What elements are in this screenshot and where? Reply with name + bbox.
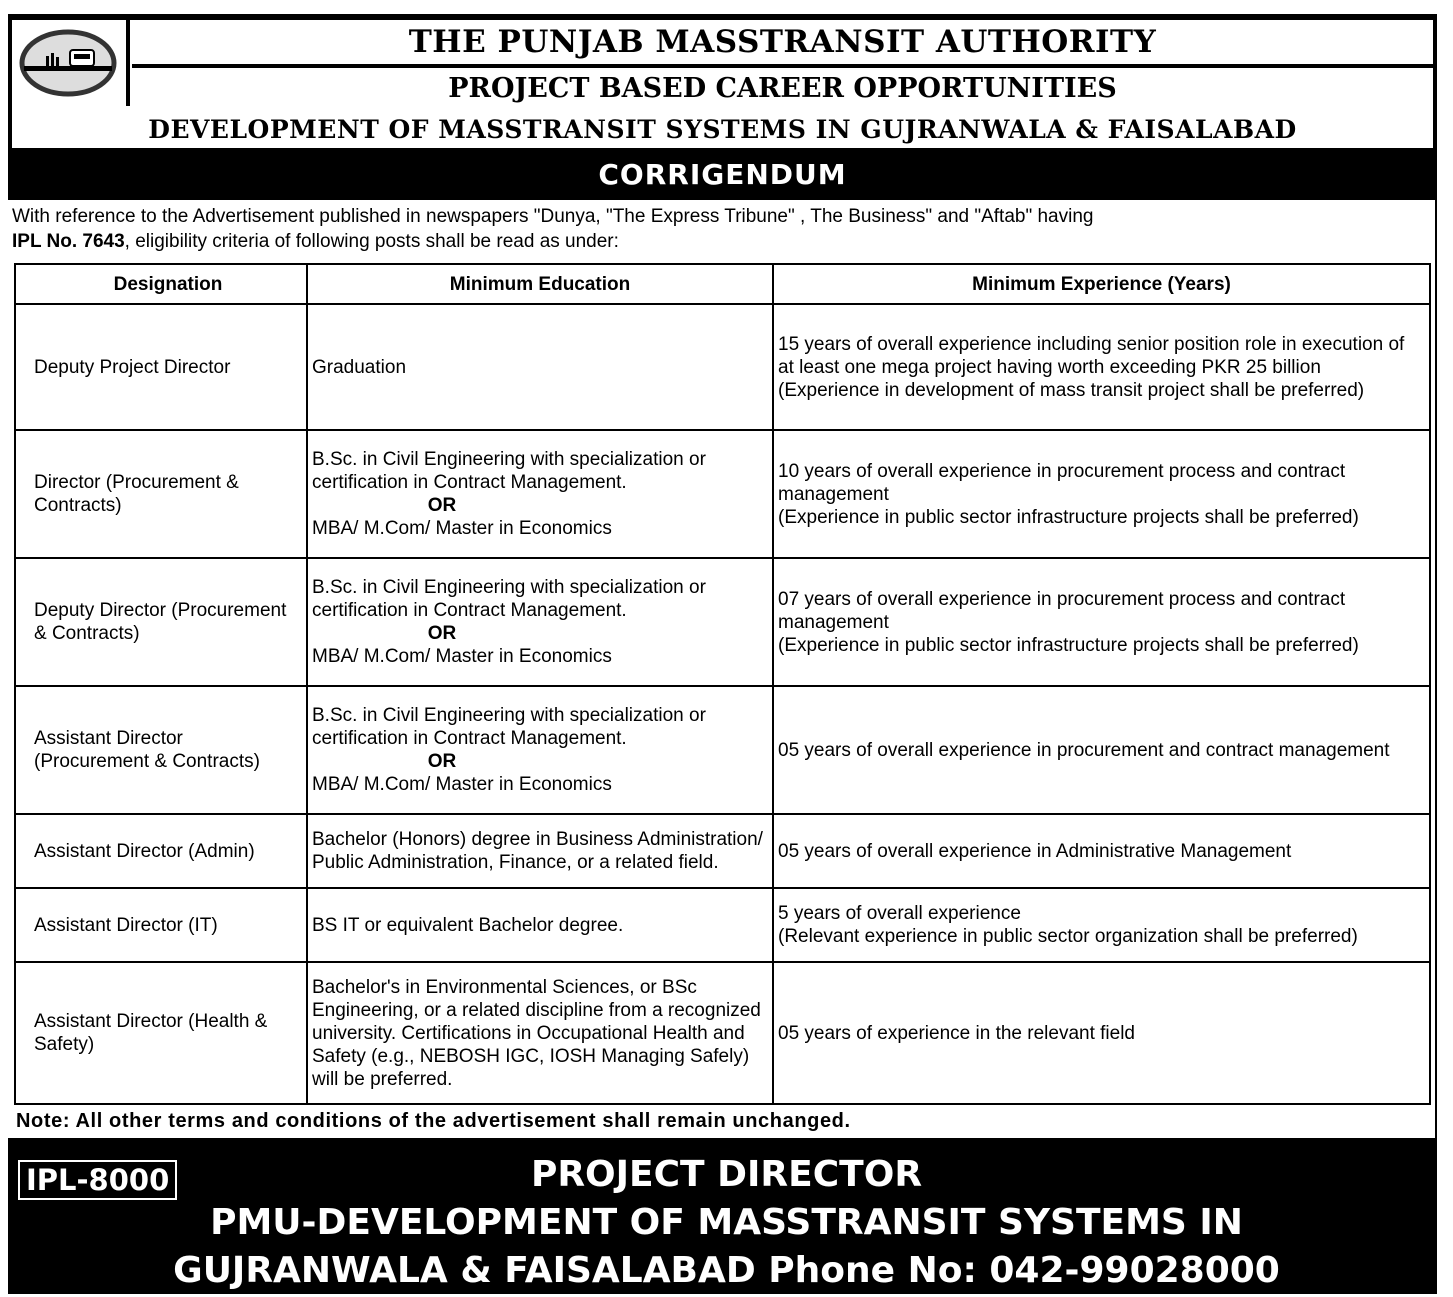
education-note: Certifications in Occupational Health and Safety (e.g., NEBOSH IGC, IOSH Managing Safely) will be preferred.: [312, 1022, 750, 1090]
experience-note: (Experience in development of mass transit project shall be preferred): [778, 379, 1365, 401]
project-title: DEVELOPMENT OF MASSTRANSIT SYSTEMS IN GUJRANWALA & FAISALABAD: [12, 110, 1433, 148]
subtitle: PROJECT BASED CAREER OPPORTUNITIES: [448, 72, 1117, 104]
footer-contact: GUJRANWALA & FAISALABAD Phone No: 042-99028000: [173, 1250, 1280, 1291]
footer-director: PROJECT DIRECTOR: [530, 1154, 923, 1195]
or-label: OR: [427, 623, 457, 644]
experience-cell: 05 years of overall experience in Administrative Management: [773, 814, 1430, 888]
education-cell: [307, 304, 773, 430]
experience-cell: [773, 304, 1430, 430]
col-header-experience: Minimum Experience (Years): [773, 264, 1430, 304]
education-text: Bachelor's in Environmental Sciences, or BSc Engineering, or a related discipline from a recognized university.: [312, 976, 761, 1044]
experience-cell: 05 years of overall experience in procurement and contract management: [773, 686, 1430, 814]
intro-text: [12, 204, 1432, 254]
table-row: [15, 686, 1430, 814]
experience-note: (Experience in public sector infrastructure projects shall be preferred): [778, 506, 1359, 528]
designation-cell: Assistant Director (Health & Safety): [15, 962, 307, 1104]
logo-box: [12, 20, 130, 106]
experience-text: 15 years of overall experience including senior position role in execution of at least one mega project having worth exceeding PKR 25 billion: [778, 333, 1405, 378]
table-row: [15, 888, 1430, 962]
education-text: B.Sc. in Civil Engineering with specialization or certification in Contract Management.: [312, 705, 706, 749]
intro-line2: , eligibility criteria of following posts shall be read as under:: [124, 231, 619, 252]
intro-line1: With reference to the Advertisement published in newspapers "Dunya, "The Express Tribune" , The Business" and "Aftab" having: [12, 206, 1094, 227]
designation-cell: Assistant Director (Procurement & Contracts): [15, 686, 307, 814]
education-text: B.Sc. in Civil Engineering with specialization or certification in Contract Management.: [312, 449, 706, 493]
corrigendum-banner: CORRIGENDUM: [598, 157, 847, 191]
education-cell: [307, 558, 773, 686]
experience-note: (Experience in public sector infrastructure projects shall be preferred): [778, 634, 1359, 656]
note-text: Note: All other terms and conditions of the advertisement shall remain unchanged.: [16, 1110, 851, 1132]
education-cell: [307, 430, 773, 558]
experience-text: 07 years of overall experience in procurement process and contract management: [778, 588, 1346, 633]
experience-text: 10 years of overall experience in procurement process and contract management: [778, 460, 1346, 505]
education-text: Graduation: [312, 356, 407, 378]
bus-logo-icon: [18, 28, 118, 98]
experience-cell: [773, 430, 1430, 558]
designation-cell: Deputy Project Director: [15, 304, 307, 430]
ipl-reference: IPL No. 7643: [12, 231, 125, 252]
experience-cell: 05 years of experience in the relevant field: [773, 962, 1430, 1104]
table-row: [15, 430, 1430, 558]
experience-cell: [773, 558, 1430, 686]
education-alt: MBA/ M.Com/ Master in Economics: [312, 518, 612, 539]
or-label: OR: [427, 751, 457, 772]
ipl-badge: IPL-8000: [18, 1160, 177, 1200]
education-alt: MBA/ M.Com/ Master in Economics: [312, 774, 612, 795]
designation-cell: Assistant Director (IT): [15, 888, 307, 962]
education-cell: [307, 962, 773, 1104]
experience-cell: [773, 888, 1430, 962]
footer-pmu: PMU-DEVELOPMENT OF MASSTRANSIT SYSTEMS IN: [210, 1202, 1243, 1243]
col-header-education: Minimum Education: [307, 264, 773, 304]
table-row: [15, 814, 1430, 888]
education-cell: BS IT or equivalent Bachelor degree.: [307, 888, 773, 962]
education-alt: MBA/ M.Com/ Master in Economics: [312, 646, 612, 667]
table-header-row: [15, 264, 1430, 304]
education-cell: Bachelor (Honors) degree in Business Administration/ Public Administration, Finance, or a related field.: [307, 814, 773, 888]
eligibility-table: [14, 263, 1431, 1105]
table-row: [15, 962, 1430, 1104]
table-row: [15, 304, 1430, 430]
table-row: [15, 558, 1430, 686]
authority-title: THE PUNJAB MASSTRANSIT AUTHORITY: [132, 20, 1433, 68]
designation-cell: Assistant Director (Admin): [15, 814, 307, 888]
or-label: OR: [427, 495, 457, 516]
education-cell: [307, 686, 773, 814]
designation-cell: Deputy Director (Procurement & Contracts): [15, 558, 307, 686]
experience-note: (Relevant experience in public sector organization shall be preferred): [778, 926, 1358, 947]
education-text: B.Sc. in Civil Engineering with specialization or certification in Contract Management.: [312, 577, 706, 621]
col-header-designation: Designation: [15, 264, 307, 304]
designation-cell: Director (Procurement & Contracts): [15, 430, 307, 558]
experience-text: 5 years of overall experience: [778, 903, 1021, 924]
